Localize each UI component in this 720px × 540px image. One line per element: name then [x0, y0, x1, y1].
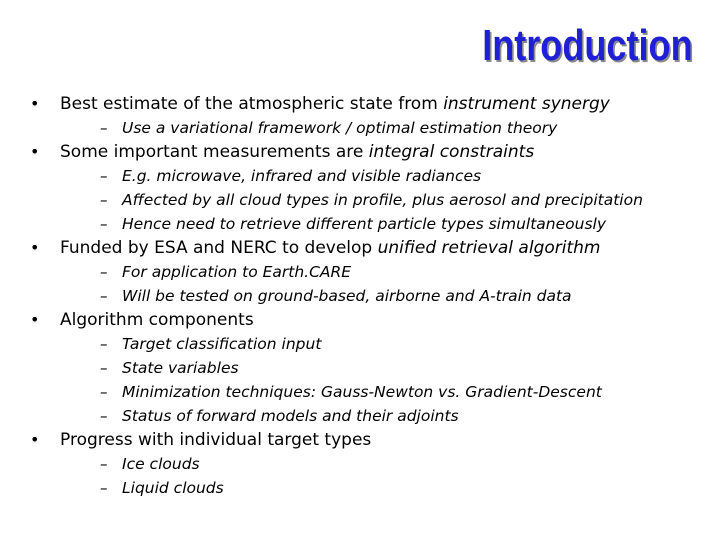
bullet-item — [30, 236, 710, 308]
sub-list — [60, 164, 710, 236]
dash-icon: – — [100, 287, 108, 305]
bullet-list — [30, 92, 710, 500]
dash-icon: – — [100, 383, 108, 401]
sub-item — [60, 212, 710, 236]
sub-item — [60, 284, 710, 308]
sub-text: Will be tested on ground-based, airborne and A-train data — [122, 287, 572, 305]
bullet-icon: • — [30, 238, 40, 257]
sub-list — [60, 452, 710, 500]
bullet-item — [30, 428, 710, 500]
sub-item — [60, 164, 710, 188]
bullet-icon: • — [30, 94, 40, 113]
sub-item — [60, 356, 710, 380]
bullet-item — [30, 308, 710, 428]
dash-icon: – — [100, 359, 108, 377]
sub-item — [60, 188, 710, 212]
sub-text: Hence need to retrieve different particle types simultaneously — [122, 215, 607, 233]
sub-item — [60, 116, 710, 140]
bullet-icon: • — [30, 430, 40, 449]
dash-icon: – — [100, 119, 108, 137]
bullet-item — [30, 140, 710, 236]
dash-icon: – — [100, 407, 108, 425]
sub-text: Liquid clouds — [122, 479, 224, 497]
dash-icon: – — [100, 215, 108, 233]
sub-item — [60, 260, 710, 284]
dash-icon: – — [100, 455, 108, 473]
dash-icon: – — [100, 263, 108, 281]
sub-list — [60, 332, 710, 428]
bullet-emphasis: instrument synergy — [443, 94, 610, 114]
sub-text: Status of forward models and their adjoints — [122, 407, 459, 425]
sub-text: Minimization techniques: Gauss-Newton vs. Gradient-Descent — [122, 383, 602, 401]
sub-text: Use a variational framework / optimal estimation theory — [122, 119, 558, 137]
bullet-text: Best estimate of the atmospheric state from — [60, 94, 444, 114]
sub-item — [60, 452, 710, 476]
bullet-item — [30, 92, 710, 140]
sub-item — [60, 380, 710, 404]
sub-item — [60, 404, 710, 428]
dash-icon: – — [100, 479, 108, 497]
bullet-emphasis: unified retrieval algorithm — [377, 238, 601, 258]
sub-text: For application to Earth.CARE — [122, 263, 352, 281]
sub-text: Target classification input — [122, 335, 322, 353]
sub-item — [60, 332, 710, 356]
sub-item — [60, 476, 710, 500]
bullet-emphasis: integral constraints — [368, 142, 535, 162]
bullet-text: Progress with individual target types — [60, 430, 372, 450]
dash-icon: – — [100, 191, 108, 209]
bullet-text: Algorithm components — [60, 310, 254, 330]
sub-text: Ice clouds — [122, 455, 200, 473]
dash-icon: – — [100, 167, 108, 185]
dash-icon: – — [100, 335, 108, 353]
slide-title: Introduction — [482, 21, 693, 70]
sub-text: State variables — [122, 359, 239, 377]
sub-list — [60, 260, 710, 308]
sub-list — [60, 116, 710, 140]
bullet-text: Some important measurements are — [60, 142, 369, 162]
sub-text: Affected by all cloud types in profile, plus aerosol and precipitation — [122, 191, 643, 209]
bullet-text: Funded by ESA and NERC to develop — [60, 238, 378, 258]
bullet-icon: • — [30, 310, 40, 329]
sub-text: E.g. microwave, infrared and visible radiances — [122, 167, 482, 185]
bullet-icon: • — [30, 142, 40, 161]
